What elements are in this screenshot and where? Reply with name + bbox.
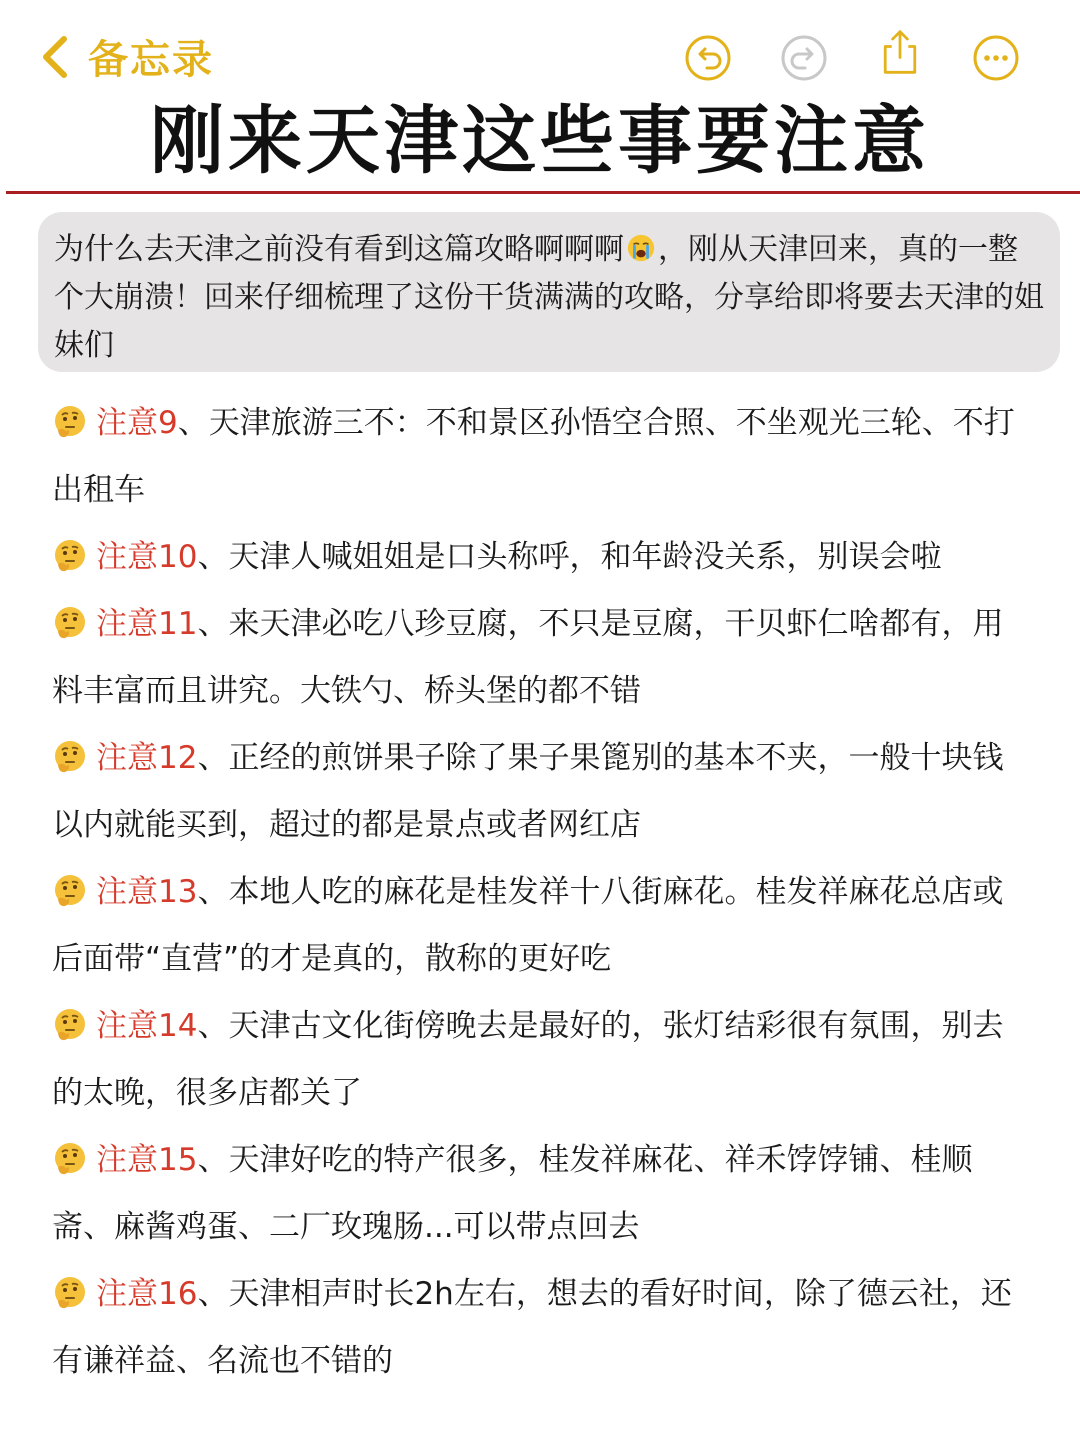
more-icon [972,34,1020,82]
notes-list [52,390,1032,1395]
note-label: 注意10 [96,539,198,575]
page-title: 刚来天津这些事要注意 [150,98,930,184]
list-item [52,524,1032,591]
note-text: 、来天津必吃八珍豆腐，不只是豆腐，干贝虾仁啥都有，用料丰富而且讲究。大铁勺、桥头堡的都不错 [52,606,1004,709]
note-text: 、天津相声时长2h左右，想去的看好时间，除了德云社，还有谦祥益、名流也不错的 [52,1276,1012,1379]
list-item [52,1127,1032,1261]
undo-icon [684,34,732,82]
note-label: 注意15 [96,1142,198,1178]
note-text: 、天津好吃的特产很多，桂发祥麻花、祥禾饽饽铺、桂顺斋、麻酱鸡蛋、二厂玫瑰肠...可以带点回去 [52,1142,973,1245]
note-text: 、正经的煎饼果子除了果子果篦别的基本不夹，一般十块钱以内就能买到，超过的都是景点或者网红店 [52,740,1004,843]
note-label: 注意11 [96,606,198,642]
thinking-face-icon [52,1275,88,1311]
chevron-left-icon [40,35,70,79]
thinking-face-icon [52,1007,88,1043]
list-item [52,725,1032,859]
redo-button[interactable] [780,34,828,82]
intro-text-after: ，刚从天津回来，真的一整个大崩溃！回来仔细梳理了这份干货满满的攻略，分享给即将要去天津的姐妹们 [54,232,1044,363]
list-item [52,859,1032,993]
note-label: 注意14 [96,1008,198,1044]
intro-text-before: 为什么去天津之前没有看到这篇攻略啊啊啊 [54,232,624,267]
undo-button[interactable] [684,34,732,82]
note-label: 注意12 [96,740,198,776]
note-text: 、本地人吃的麻花是桂发祥十八街麻花。桂发祥麻花总店或后面带“直营”的才是真的，散称的更好吃 [52,874,1004,977]
intro-block [38,212,1060,372]
thinking-face-icon [52,1141,88,1177]
note-text: 、天津古文化街傍晚去是最好的，张灯结彩很有氛围，别去的太晚，很多店都关了 [52,1008,1004,1111]
list-item [52,591,1032,725]
list-item [52,390,1032,524]
note-text: 、天津旅游三不：不和景区孙悟空合照、不坐观光三轮、不打出租车 [52,405,1015,508]
redo-icon [780,34,828,82]
thinking-face-icon [52,538,88,574]
note-label: 注意9 [96,405,178,441]
crying-face-icon [626,233,656,263]
more-button[interactable] [972,34,1020,82]
share-icon [876,28,924,76]
thinking-face-icon [52,605,88,641]
thinking-face-icon [52,404,88,440]
top-nav-bar [0,0,1080,110]
back-button[interactable] [40,28,214,85]
thinking-face-icon [52,873,88,909]
title-divider [6,191,1080,194]
note-label: 注意13 [96,874,198,910]
share-button[interactable] [876,28,924,76]
list-item [52,1261,1032,1395]
list-item [52,993,1032,1127]
thinking-face-icon [52,739,88,775]
note-text: 、天津人喊姐姐是口头称呼，和年龄没关系，别误会啦 [197,539,942,575]
back-label: 备忘录 [88,37,214,83]
note-label: 注意16 [96,1276,198,1312]
